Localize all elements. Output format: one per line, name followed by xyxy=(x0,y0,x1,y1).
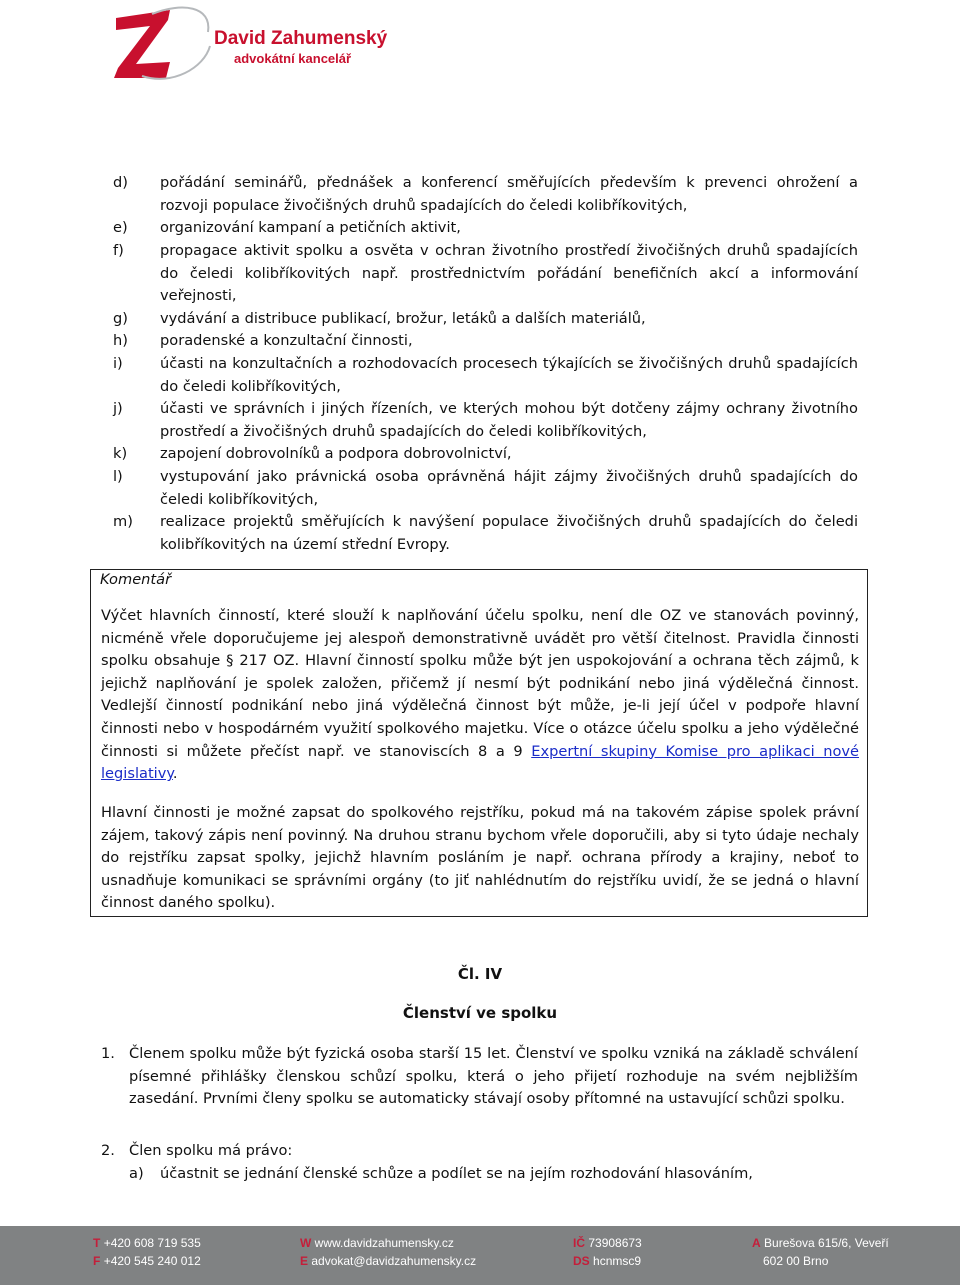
footer-email-key: E xyxy=(300,1254,309,1268)
comment-text-1: Výčet hlavních činností, které slouží k naplňování účelu spolku, není dle OZ ve stanovách povinný, nicméně vřele doporučujeme jej alespoň demonstrativně uvádět pro větší čitelnost. Pravidla činnosti spolku obsahuje § 217 OZ. Hlavní činností spolku může být jen uspokojování a ochrana těch zájmů, k jejichž naplňování je spolek založen, přičemž jí nesmí být podnikání nebo jiná výdělečná činnost. Vedlejší činností podnikání nebo jiná výdělečná činnost být může, je-li její účel v podpoře hlavní činnosti nebo v hospodárném využití spolkového majetku. Více o otázce účelu spolku a jeho výdělečné činnosti si můžete přečíst např. ve stanoviscích 8 a 9 xyxy=(101,607,859,760)
footer-web-value: www.davidzahumensky.cz xyxy=(314,1236,454,1250)
list-item-i: účasti na konzultačních a rozhodovacích procesech týkajících se živočišných druhů spadajících do čeledi kolibříkovitých, xyxy=(160,355,858,395)
comment-paragraph-1 xyxy=(101,605,859,786)
sub-item-a: účastnit se jednání členské schůze a podílet se na jejím rozhodování hlasováním, xyxy=(160,1165,753,1182)
logo-firm-subtitle: advokátní kancelář xyxy=(234,51,352,66)
membership-item-1: Členem spolku může být fyzická osoba starší 15 let. Členství ve spolku vzniká na základě schválení písemné přihlášky členskou schůzí spolku, která o jeho přijetí rozhoduje na svém nejbližším zasedání. Prvními členy spolku se automaticky stávají osoby přítomné na ustavující schůzi spolku. xyxy=(129,1045,858,1108)
list-label-e: e) xyxy=(113,219,128,236)
list-item-m: realizace projektů směřujících k navýšení populace živočišných druhů spadajících do čeledi kolibříkovitých na území střední Evropy. xyxy=(160,513,858,553)
comment-paragraph-2: Hlavní činnosti je možné zapsat do spolkového rejstříku, pokud má na takovém zápise spolek právní zájem, takový zápis není povinný. Na druhou stranu bychom vřele doporučili, aby si tyto údaje nechaly do rejstříku zapsat spolky, jejichž hlavním posláním je např. ochrana přírody a krajiny, neboť to usnadňuje komunikaci se správními orgány (to jiť nahlédnutím do rejstříku uvidí, že se jedná o hlavní činnost daného spolku). xyxy=(101,804,859,912)
footer-fax-value: +420 545 240 012 xyxy=(103,1254,201,1268)
footer-company-id-value: 73908673 xyxy=(588,1236,642,1250)
footer-databox-key: DS xyxy=(573,1254,590,1268)
footer-company-id xyxy=(573,1236,642,1250)
list-label-h: h) xyxy=(113,332,128,349)
list-item-d: pořádání seminářů, přednášek a konferencí směřujících především k prevenci ohrožení a rozvoji populace živočišných druhů spadajících do čeledi kolibříkovitých, xyxy=(160,174,858,214)
list-item-k: zapojení dobrovolníků a podpora dobrovolnictví, xyxy=(160,445,512,462)
expert-group-link[interactable]: Expertní skupiny Komise pro aplikaci nové legislativy xyxy=(101,742,860,783)
footer-city: 602 00 Brno xyxy=(763,1254,829,1268)
item-number-2: 2. xyxy=(101,1142,115,1159)
footer-fax-key: F xyxy=(93,1254,101,1268)
footer-web[interactable] xyxy=(300,1236,454,1250)
footer-databox-value: hcnmsc9 xyxy=(593,1254,642,1268)
list-label-d: d) xyxy=(113,174,128,191)
list-label-f: f) xyxy=(113,242,124,259)
membership-item-2: Člen spolku má právo: xyxy=(129,1142,293,1159)
list-item-f: propagace aktivit spolku a osvěta v ochran životního prostředí živočišných druhů spadajících do čeledi kolibříkovitých např. prostřednictvím pořádání benefičních akcí a informování veřejnosti, xyxy=(160,242,858,305)
list-item-g: vydávání a distribuce publikací, brožur, letáků a dalších materiálů, xyxy=(160,310,646,327)
footer-fax xyxy=(93,1254,201,1268)
footer-address-key: A xyxy=(752,1236,761,1250)
sub-item-label-a: a) xyxy=(129,1165,144,1182)
footer-address-value: Burešova 615/6, Veveří xyxy=(764,1236,889,1250)
footer-web-key: W xyxy=(300,1236,312,1250)
footer-address xyxy=(752,1236,889,1250)
comment-title: Komentář xyxy=(100,571,172,588)
item-number-1: 1. xyxy=(101,1045,115,1062)
list-item-j: účasti ve správních i jiných řízeních, ve kterých mohou být dotčeny zájmy ochrany životního prostředí a živočišných druhů spadajících do čeledi kolibříkovitých, xyxy=(160,400,858,440)
list-label-j: j) xyxy=(113,400,123,417)
footer-email-value: advokat@davidzahumensky.cz xyxy=(311,1254,477,1268)
footer-phone xyxy=(93,1236,201,1250)
logo-firm-name: David Zahumenský xyxy=(214,28,388,49)
footer-phone-value: +420 608 719 535 xyxy=(103,1236,201,1250)
article-title: Členství ve spolku xyxy=(402,1004,558,1022)
list-label-m: m) xyxy=(113,513,133,530)
list-label-k: k) xyxy=(113,445,128,462)
list-item-h: poradenské a konzultační činnosti, xyxy=(160,332,413,349)
list-item-l: vystupování jako právnická osoba oprávněná hájit zájmy živočišných druhů spadajících do čeledi kolibříkovitých, xyxy=(160,468,858,508)
list-label-i: i) xyxy=(113,355,123,372)
footer-email[interactable] xyxy=(300,1254,476,1268)
footer-company-id-key: IČ xyxy=(573,1236,585,1250)
footer-phone-key: T xyxy=(93,1236,101,1250)
footer-databox xyxy=(573,1254,641,1268)
list-label-l: l) xyxy=(113,468,123,485)
list-label-g: g) xyxy=(113,310,128,327)
comment-text-1-end: . xyxy=(172,765,178,783)
list-item-e: organizování kampaní a petičních aktivit, xyxy=(160,219,461,236)
article-number: Čl. IV xyxy=(457,965,503,983)
